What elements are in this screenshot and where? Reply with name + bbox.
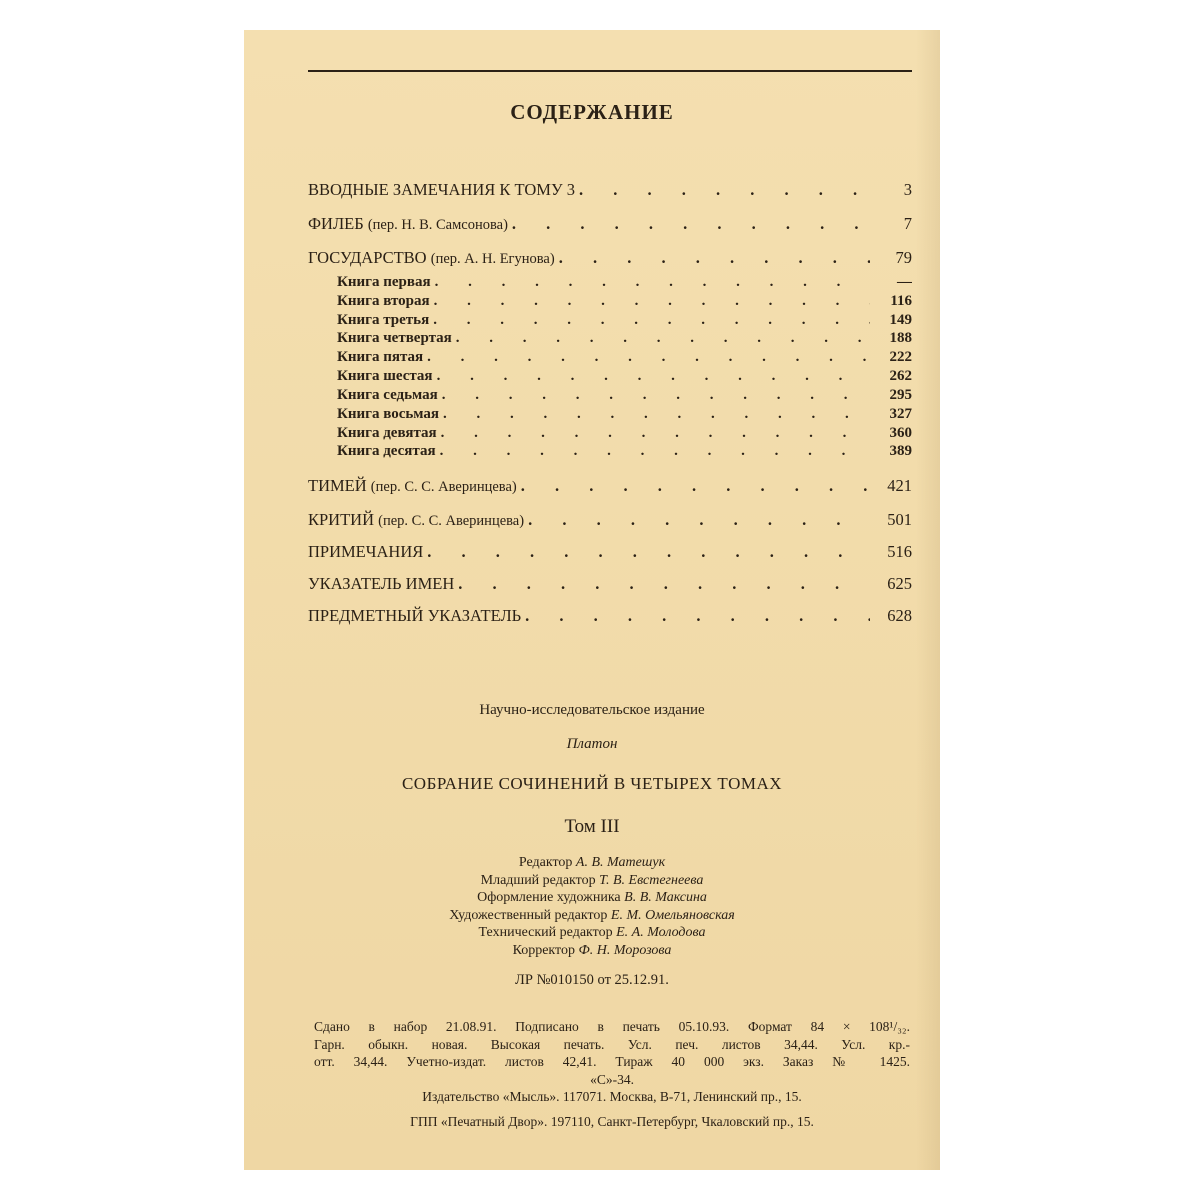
- credit-line: [244, 924, 940, 942]
- toc-entry-translator: (пер. С. С. Аверинцева): [370, 479, 517, 495]
- toc-entry: [308, 574, 912, 594]
- dot-leader: [456, 330, 870, 347]
- book-entry-title: Книга пятая: [337, 349, 424, 365]
- dot-leader: [442, 387, 870, 404]
- credit-name: Е. А. Молодова: [616, 925, 706, 940]
- credit-line: [244, 942, 940, 960]
- book-entry: [337, 368, 912, 385]
- dot-leader: [441, 425, 870, 442]
- dot-leader: [440, 443, 870, 460]
- book-entry-page: 188: [889, 330, 912, 346]
- toc-entry: [308, 214, 912, 234]
- toc-entry-page: 7: [903, 214, 912, 233]
- dot-leader: [427, 542, 870, 562]
- book-entry-page: 360: [889, 425, 912, 441]
- credit-role: Художественный редактор: [449, 907, 608, 923]
- book-entry: [337, 387, 912, 404]
- toc-entry-title: ГОСУДАРСТВО: [308, 248, 427, 267]
- credit-line: [244, 907, 940, 925]
- book-page: [244, 30, 940, 1170]
- publisher-line: Издательство «Мысль». 117071. Москва, В-71, Ленинский пр., 15.: [422, 1089, 802, 1104]
- credit-role: Технический редактор: [478, 925, 613, 940]
- publication-type: Научно-исследовательское издание: [479, 702, 705, 718]
- toc-entry: [308, 510, 912, 530]
- dot-leader: [433, 312, 870, 329]
- toc-entry: [308, 248, 912, 268]
- dot-leader: [559, 248, 870, 268]
- toc-entry-title: ПРИМЕЧАНИЯ: [308, 542, 424, 561]
- toc-entry: [308, 180, 912, 200]
- dot-leader: [512, 214, 870, 234]
- printer-line: ГПП «Печатный Двор». 197110, Санкт-Петербург, Чкаловский пр., 15.: [410, 1113, 814, 1129]
- top-rule: [308, 70, 912, 72]
- book-entry-page: 262: [889, 368, 912, 384]
- credit-line: [244, 889, 940, 907]
- colophon-line: отт. 34,44. Учетно-издат. листов 42,41. Тираж 40 000 экз. Заказ № 1425.: [314, 1054, 910, 1069]
- credit-line: [244, 854, 940, 872]
- credit-name: Т. В. Евстегнеева: [599, 872, 704, 888]
- dot-leader: [525, 606, 870, 626]
- toc-entry-title: УКАЗАТЕЛЬ ИМЕН: [308, 574, 455, 593]
- book-entry-title: Книга восьмая: [337, 406, 440, 422]
- book-entry-page: 389: [889, 443, 912, 459]
- credit-role: Оформление художника: [477, 890, 621, 905]
- book-entry-title: Книга десятая: [337, 443, 436, 459]
- credit-line: [244, 872, 940, 890]
- credit-role: Корректор: [512, 942, 575, 958]
- credits-list: [244, 854, 940, 959]
- book-entry-title: Книга четвертая: [337, 330, 452, 346]
- book-entry: [337, 349, 912, 366]
- dot-leader: [458, 574, 870, 594]
- toc-entry-title: КРИТИЙ: [308, 510, 375, 529]
- toc-entry-page: 79: [895, 248, 912, 267]
- book-entry-title: Книга вторая: [337, 293, 430, 309]
- book-entry: [337, 274, 912, 291]
- book-entry: [337, 312, 912, 329]
- book-entry-title: Книга девятая: [337, 425, 437, 441]
- dot-leader: [434, 293, 870, 310]
- toc-entry-page: 421: [887, 476, 912, 495]
- toc-entry-page: 628: [887, 606, 912, 625]
- book-entry: [337, 330, 912, 347]
- credit-name: А. В. Матешук: [575, 855, 666, 870]
- colophon-line: «С»-34.: [590, 1071, 634, 1087]
- volume-label: Том III: [564, 816, 620, 837]
- toc-entry-page: 516: [887, 542, 912, 561]
- toc-entry: [308, 606, 912, 626]
- credit-name: Е. М. Омельяновская: [610, 907, 735, 923]
- toc-entry-title: ВВОДНЫЕ ЗАМЕЧАНИЯ К ТОМУ 3: [308, 180, 576, 199]
- toc-entry-translator: (пер. Н. В. Самсонова): [367, 217, 508, 233]
- credit-role: Редактор: [518, 855, 573, 870]
- toc-entry: [308, 476, 912, 496]
- dot-leader: [437, 368, 870, 385]
- book-entry-page: —: [897, 274, 912, 290]
- toc-entry-page: 501: [887, 510, 912, 529]
- book-entry-title: Книга первая: [337, 274, 431, 290]
- book-entry-page: 149: [889, 312, 912, 328]
- toc-entry-title: ФИЛЕБ: [308, 214, 364, 233]
- dot-leader: [443, 406, 870, 423]
- dot-leader: [528, 510, 870, 530]
- book-entry-page: 116: [890, 293, 912, 309]
- toc-entry-translator: (пер. А. Н. Егунова): [430, 251, 555, 267]
- toc-entry-page: 3: [903, 180, 912, 199]
- toc-entry: [308, 542, 912, 562]
- colophon-line: Сдано в набор 21.08.91. Подписано в печать 05.10.93. Формат 84 × 108¹/₃₂.: [314, 1019, 910, 1034]
- book-entry-title: Книга третья: [337, 312, 430, 328]
- toc-entry-translator: (пер. С. С. Аверинцева): [378, 513, 525, 529]
- credit-name: Ф. Н. Морозова: [578, 942, 672, 958]
- credit-name: В. В. Максина: [624, 890, 707, 905]
- toc-entry-title: ТИМЕЙ: [308, 476, 367, 495]
- license-number: ЛР №010150 от 25.12.91.: [515, 972, 669, 988]
- colophon: [314, 1018, 910, 1130]
- book-entry: [337, 406, 912, 423]
- book-entry-title: Книга шестая: [337, 368, 433, 384]
- work-title: СОБРАНИЕ СОЧИНЕНИЙ В ЧЕТЫРЕХ ТОМАХ: [401, 774, 783, 793]
- book-entry: [337, 443, 912, 460]
- dot-leader: [435, 274, 870, 291]
- contents-heading: СОДЕРЖАНИЕ: [510, 100, 674, 124]
- colophon-line: Гарн. обыкн. новая. Высокая печать. Усл. печ. листов 34,44. Усл. кр.-: [314, 1036, 910, 1052]
- dot-leader: [427, 349, 870, 366]
- book-entry-page: 295: [889, 387, 912, 403]
- dot-leader: [521, 476, 870, 496]
- book-entry: [337, 293, 912, 310]
- dot-leader: [579, 180, 870, 200]
- toc-entry-title: ПРЕДМЕТНЫЙ УКАЗАТЕЛЬ: [308, 606, 522, 625]
- author-name: Платон: [566, 736, 618, 752]
- book-entry-page: 222: [889, 349, 912, 365]
- credit-role: Младший редактор: [480, 872, 596, 888]
- toc-entry-page: 625: [887, 574, 912, 593]
- book-entry: [337, 425, 912, 442]
- book-entry-title: Книга седьмая: [337, 387, 438, 403]
- book-entry-page: 327: [889, 406, 912, 422]
